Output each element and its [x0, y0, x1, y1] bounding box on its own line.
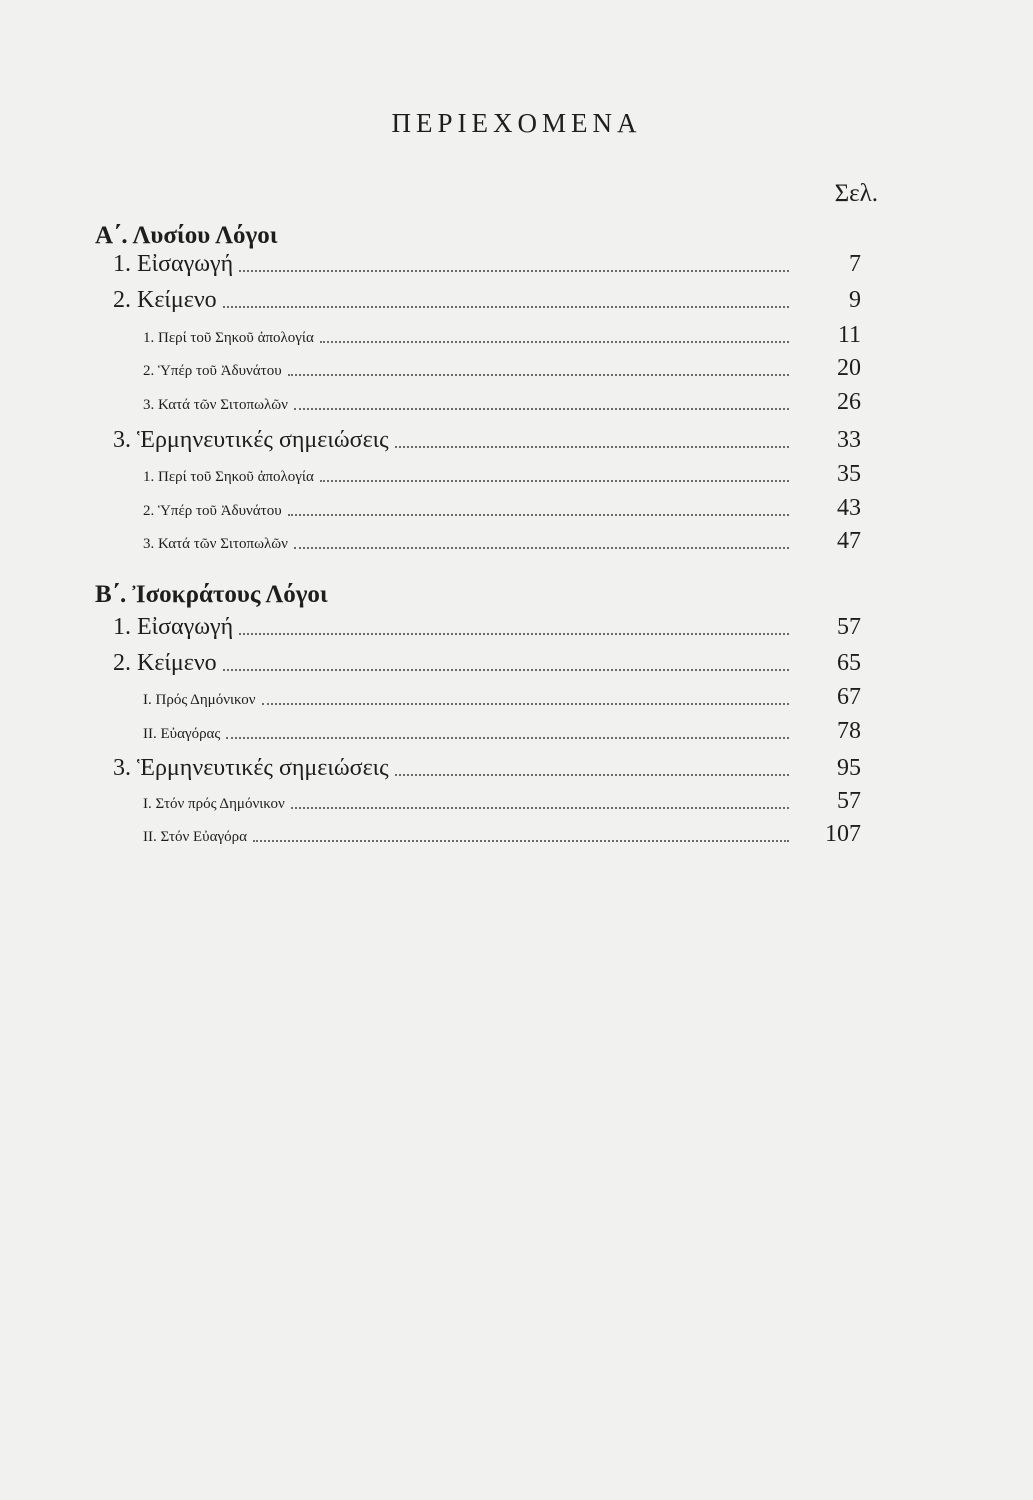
toc-entry-label: 2. Ὑπέρ τοῦ Ἀδυνάτου	[143, 503, 282, 519]
leader-dots	[226, 723, 789, 739]
leader-dots	[395, 432, 789, 448]
toc-subentry	[143, 456, 861, 488]
leader-dots	[294, 394, 789, 410]
toc-entry-label: II. Εὐαγόρας	[143, 726, 221, 742]
toc-entry-page: 57	[837, 614, 861, 640]
toc-entry-label: 1. Περί τοῦ Σηκοῦ ἀπολογία	[143, 469, 314, 485]
toc-entry	[113, 246, 861, 278]
section-heading-lysias: Α΄. Λυσίου Λόγοι	[95, 222, 278, 249]
leader-dots	[320, 466, 789, 482]
toc-entry-label: 3. Ἑρμηνευτικές σημειώσεις	[113, 427, 389, 453]
toc-entry-page: 9	[849, 287, 861, 313]
leader-dots	[262, 689, 789, 705]
toc-entry	[113, 609, 861, 641]
leader-dots	[288, 360, 789, 376]
toc-entry	[113, 645, 861, 677]
toc-entry-page: 26	[837, 389, 861, 415]
toc-entry-label: I. Πρός Δημόνικον	[143, 692, 256, 708]
toc-subentry	[143, 490, 861, 522]
leader-dots	[291, 793, 789, 809]
toc-entry-page: 67	[837, 684, 861, 710]
page-title: ΠΕΡΙΕΧΟΜΕΝΑ	[391, 108, 642, 138]
leader-dots	[223, 292, 789, 308]
toc-entry-page: 43	[837, 495, 861, 521]
toc-entry-label: 1. Περί τοῦ Σηκοῦ ἀπολογία	[143, 330, 314, 346]
toc-entry-page: 7	[849, 251, 861, 277]
toc-entry	[113, 422, 861, 454]
toc-entry-page: 11	[837, 322, 861, 348]
toc-entry-label: 1. Εἰσαγωγή	[113, 614, 234, 640]
toc-subentry	[143, 713, 861, 745]
toc-subentry	[143, 816, 861, 848]
leader-dots	[320, 327, 789, 343]
toc-entry	[113, 282, 861, 314]
leader-dots	[239, 619, 789, 635]
page-column-label: Σελ.	[834, 180, 878, 207]
leader-dots	[253, 826, 789, 842]
toc-entry-page: 20	[837, 355, 861, 381]
toc-entry-label: 2. Ὑπέρ τοῦ Ἀδυνάτου	[143, 363, 282, 379]
toc-subentry	[143, 384, 861, 416]
toc-entry-label: II. Στόν Εὐαγόρα	[143, 829, 247, 845]
toc-subentry	[143, 317, 861, 349]
toc-subentry	[143, 523, 861, 555]
toc-subentry	[143, 679, 861, 711]
toc-entry-page: 57	[837, 788, 861, 814]
toc-entry	[113, 750, 861, 782]
toc-entry-page: 78	[837, 718, 861, 744]
leader-dots	[288, 500, 789, 516]
toc-entry-page: 35	[837, 461, 861, 487]
leader-dots	[223, 655, 789, 671]
toc-entry-label: 2. Κείμενο	[113, 650, 217, 676]
toc-entry-label: 1. Εἰσαγωγή	[113, 251, 234, 277]
toc-entry-page: 95	[837, 755, 861, 781]
toc-entry-label: 3. Ἑρμηνευτικές σημειώσεις	[113, 755, 389, 781]
leader-dots	[294, 533, 789, 549]
toc-entry-label: 3. Κατά τῶν Σιτοπωλῶν	[143, 536, 288, 552]
section-heading-isocrates: Β΄. Ἰσοκράτους Λόγοι	[95, 581, 328, 608]
toc-entry-label: I. Στόν πρός Δημόνικον	[143, 796, 285, 812]
toc-entry-page: 33	[837, 427, 861, 453]
leader-dots	[395, 760, 789, 776]
toc-entry-page: 107	[825, 821, 861, 847]
toc-subentry	[143, 350, 861, 382]
toc-entry-label: 2. Κείμενο	[113, 287, 217, 313]
toc-entry-page: 47	[837, 528, 861, 554]
toc-subentry	[143, 783, 861, 815]
toc-entry-page: 65	[837, 650, 861, 676]
leader-dots	[239, 256, 789, 272]
toc-entry-label: 3. Κατά τῶν Σιτοπωλῶν	[143, 397, 288, 413]
